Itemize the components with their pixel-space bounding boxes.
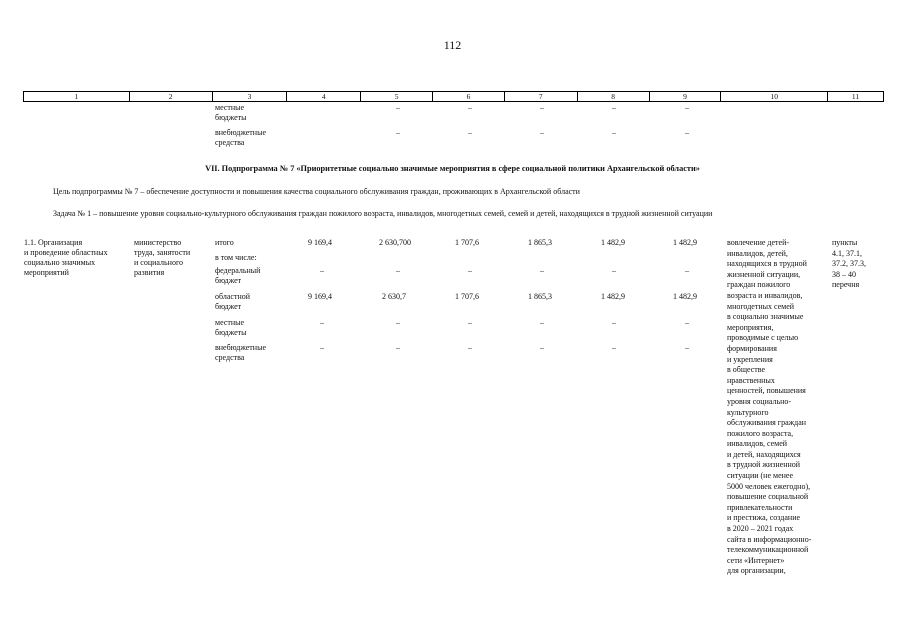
- col-header-1: 1: [24, 92, 130, 101]
- row-value: 2 630,700: [379, 238, 411, 247]
- col-header-10: 10: [721, 92, 828, 101]
- row-value: 1 482,9: [601, 238, 625, 247]
- row-value: 1 707,6: [455, 238, 479, 247]
- cont-row-label: местные бюджеты: [215, 103, 247, 122]
- col-header-4: 4: [287, 92, 361, 101]
- cont-row-value: –: [612, 128, 616, 137]
- row-value: –: [612, 318, 616, 327]
- row-value: –: [320, 266, 324, 275]
- cont-row-value: –: [468, 103, 472, 112]
- row-label: федеральный бюджет: [215, 266, 261, 285]
- col-header-5: 5: [361, 92, 433, 101]
- row-value: –: [396, 266, 400, 275]
- col-header-8: 8: [578, 92, 650, 101]
- row-value: –: [396, 343, 400, 352]
- row-value: –: [320, 318, 324, 327]
- cont-row-value: –: [396, 103, 400, 112]
- row-value: 1 865,3: [528, 292, 552, 301]
- row-value: –: [320, 343, 324, 352]
- row-value: –: [540, 318, 544, 327]
- item-executor: министерство труда, занятости и социального развития: [134, 238, 191, 277]
- subprogram-goal: Цель подпрограммы № 7 – обеспечение доступности и повышения качества социального обслуживания граждан, проживающих в Архангельской области: [53, 187, 580, 196]
- item-name: 1.1. Организация и проведение областных социально значимых мероприятий: [24, 238, 108, 277]
- cont-row-value: –: [540, 103, 544, 112]
- col-header-7: 7: [505, 92, 578, 101]
- row-value: 1 707,6: [455, 292, 479, 301]
- col-header-3: 3: [213, 92, 288, 101]
- row-value: 9 169,4: [308, 292, 332, 301]
- row-value: –: [468, 266, 472, 275]
- row-value: –: [396, 318, 400, 327]
- cont-row-value: –: [396, 128, 400, 137]
- row-value: –: [685, 266, 689, 275]
- row-label: итого: [215, 238, 234, 247]
- row-value: 2 630,7: [382, 292, 406, 301]
- col-header-11: 11: [851, 92, 860, 101]
- row-value: 1 482,9: [673, 238, 697, 247]
- row-value: –: [540, 266, 544, 275]
- col-header-9: 9: [650, 92, 722, 101]
- row-label: местные бюджеты: [215, 318, 247, 337]
- row-value: –: [685, 318, 689, 327]
- cont-row-label: внебюджетные средства: [215, 128, 266, 147]
- subprogram-task: Задача № 1 – повышение уровня социально-культурного обслуживания граждан пожилого возраста, инвалидов, многодетных семей, семей и детей, находящихся в трудной жизненной ситуации: [53, 209, 713, 218]
- row-value: –: [468, 318, 472, 327]
- row-value: –: [685, 343, 689, 352]
- cont-row-value: –: [540, 128, 544, 137]
- row-label: внебюджетные средства: [215, 343, 266, 362]
- row-label: в том числе:: [215, 253, 257, 262]
- cont-row-value: –: [685, 103, 689, 112]
- table-header-row: [23, 91, 884, 102]
- row-value: 1 865,3: [528, 238, 552, 247]
- col-header-2: 2: [130, 92, 213, 101]
- cont-row-value: –: [685, 128, 689, 137]
- section-title: VII. Подпрограмма № 7 «Приоритетные социально значимые мероприятия в сфере социальной политики Архангельской области»: [205, 164, 700, 173]
- page-number: 112: [443, 38, 462, 52]
- row-value: 9 169,4: [308, 238, 332, 247]
- row-value: 1 482,9: [601, 292, 625, 301]
- row-value: –: [612, 266, 616, 275]
- item-expected-result: вовлечение детей- инвалидов, детей, находящихся в трудной жизненной ситуации, граждан пожилого возраста и инвалидов, многодетных семей в социально значимые мероприятия, проводимые с целью формирования и укрепления в обществе нравственных ценностей, повышения уровня социально- культурного обслуживания граждан пожилого возраста, инвалидов, семей и детей, находящихся в трудной жизненной ситуации (не менее 5000 человек ежегодно), повышение социальной привлекательности и престижа, создание в 2020 – 2021 годах сайта в информационно- телекоммуникационной сети «Интернет» для организации,: [727, 238, 812, 576]
- item-reference-points: пункты 4.1, 37.1, 37.2, 37.3, 38 – 40 перечня: [832, 238, 866, 290]
- cont-row-value: –: [612, 103, 616, 112]
- row-value: –: [468, 343, 472, 352]
- row-value: –: [612, 343, 616, 352]
- row-value: –: [540, 343, 544, 352]
- row-label: областной бюджет: [215, 292, 251, 311]
- cont-row-value: –: [468, 128, 472, 137]
- row-value: 1 482,9: [673, 292, 697, 301]
- col-header-6: 6: [433, 92, 505, 101]
